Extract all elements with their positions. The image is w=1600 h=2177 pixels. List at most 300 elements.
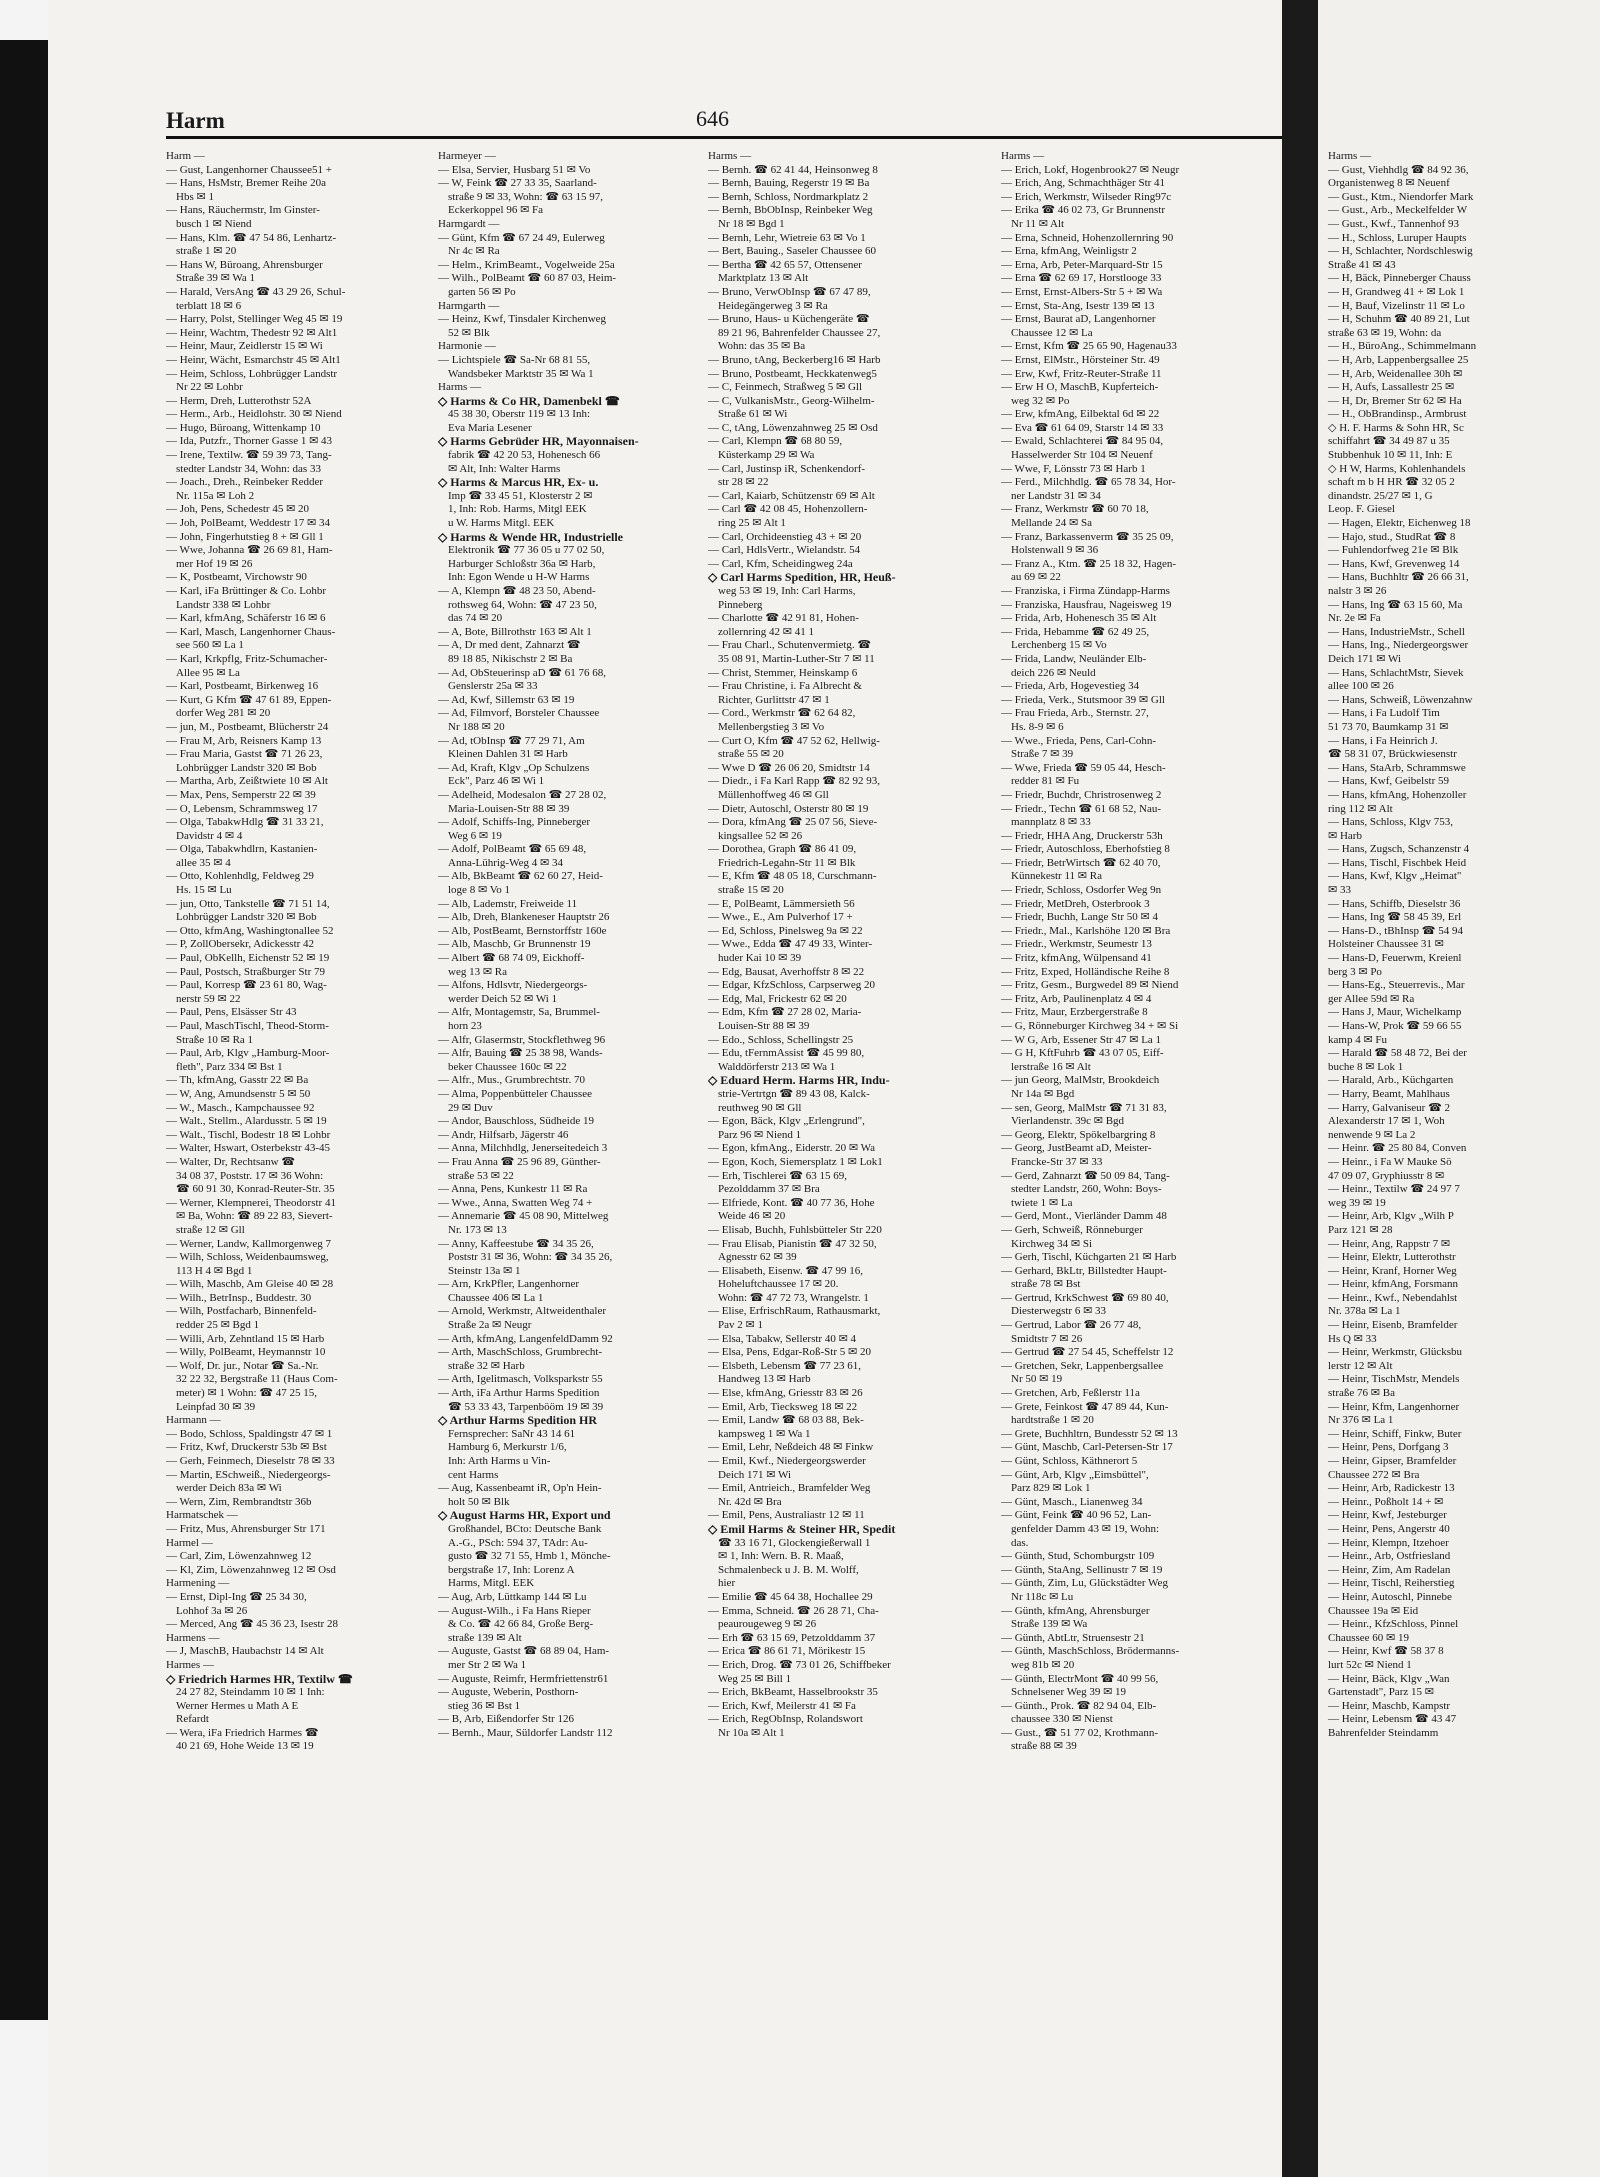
directory-entry-line: Harms — — [708, 150, 752, 162]
directory-entry-line: Lerchenberg 15 ✉ Vo — [1011, 639, 1107, 652]
directory-entry-line: mannplatz 8 ✉ 33 — [1011, 816, 1091, 829]
directory-entry-line: — Friedr, HHA Ang, Druckerstr 53h — [1001, 829, 1163, 842]
directory-entry-line: — Bodo, Schloss, Spaldingstr 47 ✉ 1 — [166, 1427, 333, 1440]
directory-entry-line: Harburger Schloßstr 36a ✉ Harb, — [448, 557, 596, 570]
directory-entry-line: 47 09 07, Gryphiusstr 8 ✉ — [1328, 1169, 1445, 1182]
directory-entry-line: Wohn: ☎ 47 72 73, Wrangelstr. 1 — [718, 1291, 869, 1304]
directory-entry-line: redder 25 ✉ Bgd 1 — [176, 1319, 260, 1332]
directory-entry-line: — Ernst, Kfm ☎ 25 65 90, Hagenau33 — [1001, 340, 1177, 353]
directory-entry-line: — Cord., Werkmstr ☎ 62 64 82, — [708, 707, 856, 720]
directory-entry-line: — Arth, Igelitmasch, Volksparkstr 55 — [438, 1373, 603, 1386]
directory-entry-line: — Günth, kfmAng, Ahrensburger — [1001, 1604, 1150, 1617]
directory-entry-line: — H., Schloss, Luruper Haupts — [1328, 231, 1467, 244]
directory-entry-line: — Bertha ☎ 42 65 57, Ottensener — [708, 258, 862, 271]
scan-left-margin — [0, 0, 48, 2177]
directory-entry-line: — Carl, Zim, Löwenzahnweg 12 — [166, 1550, 312, 1563]
directory-entry-line: Parz 829 ✉ Lok 1 — [1011, 1482, 1091, 1495]
directory-entry-line: Richter, Gurlittstr 47 ✉ 1 — [718, 693, 830, 706]
directory-entry-line: straße 78 ✉ Bst — [1011, 1278, 1081, 1291]
directory-entry-line: ◇ Harms Gebrüder HR, Mayonnaisen- — [438, 435, 639, 449]
directory-entry-line: — Hans, HsMstr, Bremer Reihe 20a — [166, 177, 326, 190]
directory-entry-line: ◇ Harms & Wende HR, Industrielle — [438, 530, 624, 544]
directory-entry-line: — Dorothea, Graph ☎ 86 41 09, — [708, 843, 857, 856]
directory-entry-line: — Hans, Kwf, Grevenweg 14 — [1328, 557, 1460, 570]
directory-entry-line: str 28 ✉ 22 — [718, 476, 769, 489]
directory-entry-line: Imp ☎ 33 45 51, Klosterstr 2 ✉ — [448, 489, 593, 502]
directory-entry-line: straße 55 ✉ 20 — [718, 748, 784, 761]
directory-entry-line: — Walter, Dr, Rechtsanw ☎ — [166, 1155, 296, 1168]
directory-entry-line: — Paul, Korresp ☎ 23 61 80, Wag- — [166, 979, 327, 992]
directory-entry-line: — Anna, Pens, Kunkestr 11 ✉ Ra — [438, 1183, 588, 1196]
directory-entry-line: Maria-Louisen-Str 88 ✉ 39 — [448, 802, 570, 815]
directory-entry-line: 113 H 4 ✉ Bgd 1 — [176, 1264, 253, 1277]
directory-entry-line: A.-G., PSch: 594 37, TAdr: Au- — [448, 1536, 588, 1549]
directory-entry-line: — Merced, Ang ☎ 45 36 23, Isestr 28 — [166, 1618, 338, 1631]
directory-entry-line: Weg 6 ✉ 19 — [448, 829, 502, 842]
directory-entry-line: — sen, Georg, MalMstr ☎ 71 31 83, — [1001, 1101, 1167, 1114]
directory-entry-line: — Heinr., Kwf., Nebendahlst — [1328, 1291, 1458, 1304]
directory-entry-line: — Elfriede, Kont. ☎ 40 77 36, Hohe — [708, 1196, 875, 1209]
directory-entry-line: ✉ 1, Inh: Wern. B. R. Maaß, — [718, 1550, 844, 1563]
directory-entry-line: — Heinr., Textilw ☎ 24 97 7 — [1328, 1183, 1460, 1196]
directory-entry-line: — Ernst, ElMstr., Hörsteiner Str. 49 — [1001, 353, 1160, 366]
directory-entry-line: — Erna, Schneid, Hohenzollernring 90 — [1001, 231, 1174, 244]
directory-entry-line: — Wwe., E., Am Pulverhof 17 + — [708, 911, 853, 924]
directory-entry-line: beker Chaussee 160c ✉ 22 — [448, 1060, 567, 1073]
directory-entry-line: — Friedr, Autoschloss, Eberhofstieg 8 — [1001, 843, 1170, 856]
directory-entry-line: — Günt, Schloss, Käthnerort 5 — [1001, 1455, 1138, 1467]
directory-entry-line: 40 21 69, Hohe Weide 13 ✉ 19 — [176, 1740, 314, 1753]
directory-entry-line: — Wilh, Postfacharb, Binnenfeld- — [166, 1305, 317, 1318]
directory-entry-line: — Emil, Pens, Australiastr 12 ✉ 11 — [708, 1509, 865, 1522]
directory-entry-line: ger Allee 59d ✉ Ra — [1328, 992, 1415, 1005]
directory-entry-line: — Grete, Feinkost ☎ 47 89 44, Kun- — [1001, 1400, 1169, 1413]
directory-entry-line: — Heinr, Maschb, Kampstr — [1328, 1699, 1451, 1712]
directory-entry-line: — Hans, i Fa Heinrich J. — [1328, 734, 1438, 747]
directory-entry-line: — Carl, Kfm, Scheidingweg 24a — [708, 557, 853, 570]
directory-entry-line: Wandsbeker Marktstr 35 ✉ Wa 1 — [448, 367, 594, 380]
directory-entry-line: — Gerh, Tischl, Küchgarten 21 ✉ Harb — [1001, 1251, 1177, 1264]
directory-entry-line: — Kl, Zim, Löwenzahnweg 12 ✉ Osd — [166, 1563, 336, 1576]
directory-entry-line: — Alb, PostBeamt, Bernstorffstr 160e — [438, 924, 607, 937]
directory-entry-line: — Heinr, kfmAng, Forsmann — [1328, 1278, 1459, 1291]
directory-entry-line: ◇ Arthur Harms Spedition HR — [438, 1414, 598, 1428]
directory-entry-line: lurt 52c ✉ Niend 1 — [1328, 1658, 1412, 1671]
directory-entry-line: ring 112 ✉ Alt — [1328, 802, 1393, 815]
directory-entry-line: — Gertrud, KrkSchwest ☎ 69 80 40, — [1001, 1291, 1169, 1304]
directory-entry-line: ◇ Friedrich Harmes HR, Textilw ☎ — [166, 1672, 353, 1686]
directory-entry-line: — Erich, BkBeamt, Hasselbrookstr 35 — [708, 1686, 878, 1699]
directory-entry-line: — Günt, Kfm ☎ 67 24 49, Eulerweg — [438, 231, 605, 244]
directory-entry-line: — Erica ☎ 86 61 71, Mörikestr 15 — [708, 1645, 866, 1658]
entries-column-1 — [166, 150, 446, 1754]
directory-entry-line: — Elsa, Tabakw, Sellerstr 40 ✉ 4 — [708, 1332, 857, 1345]
directory-entry-line: — Gerh, Feinmech, Dieselstr 78 ✉ 33 — [166, 1455, 335, 1467]
directory-entry-line: Diesterwegstr 6 ✉ 33 — [1011, 1305, 1107, 1318]
directory-entry-line: Straße 139 ✉ Wa — [1011, 1618, 1088, 1631]
directory-entry-line: — Wilh, Schloss, Weidenbaumsweg, — [166, 1251, 329, 1264]
directory-entry-line: — Alfr, Bauing ☎ 25 38 98, Wands- — [438, 1047, 603, 1060]
directory-entry-line: fabrik ☎ 42 20 53, Hohenesch 66 — [448, 449, 601, 462]
directory-entry-line: — Emil, Arb, Tiecksweg 18 ✉ 22 — [708, 1400, 858, 1413]
directory-entry-line: — Egon, Bäck, Klgv „Erlengrund", — [708, 1115, 865, 1128]
directory-entry-line: — H, Arb, Lappenbergsallee 25 — [1328, 353, 1469, 366]
directory-entry-line: garten 56 ✉ Po — [448, 285, 516, 298]
directory-entry-line: lerstraße 16 ✉ Alt — [1011, 1060, 1091, 1073]
directory-entry-line: Parz 96 ✉ Niend 1 — [718, 1128, 802, 1141]
directory-entry-line: — Otto, Kohlenhdlg, Feldweg 29 — [166, 870, 314, 883]
directory-entry-line: — H, Schlachter, Nordschleswig — [1328, 245, 1473, 258]
directory-entry-line: — Lichtspiele ☎ Sa-Nr 68 81 55, — [438, 353, 591, 366]
directory-entry-line: ◇ Harms & Co HR, Damenbekl ☎ — [438, 394, 620, 408]
directory-entry-line: — Erich, Lokf, Hogenbrook27 ✉ Neugr — [1001, 163, 1180, 176]
entries-column-3 — [708, 150, 988, 1740]
directory-entry-line: Nr 118c ✉ Lu — [1011, 1590, 1074, 1603]
directory-entry-line: Smidtstr 7 ✉ 26 — [1011, 1332, 1083, 1345]
directory-entry-line: bergstraße 17, Inh: Lorenz A — [448, 1563, 575, 1576]
directory-entry-line: — Harald ☎ 58 48 72, Bei der — [1328, 1047, 1467, 1060]
directory-entry-line: — Gust., Kwf., Tannenhof 93 — [1328, 217, 1460, 230]
directory-entry-line: — Heinr, Wächt, Esmarchstr 45 ✉ Alt1 — [166, 353, 341, 366]
directory-entry-line: — Olga, TabakwHdlg ☎ 31 33 21, — [166, 816, 324, 829]
directory-entry-line: — Alb, Maschb, Gr Brunnenstr 19 — [438, 938, 591, 951]
directory-entry-line: busch 1 ✉ Niend — [176, 217, 252, 230]
directory-entry-line: — Edm, Kfm ☎ 27 28 02, Maria- — [708, 1006, 862, 1019]
directory-entry-line: — Ad, Filmvorf, Borsteler Chaussee — [438, 707, 600, 720]
directory-entry-line: — Heinz, Kwf, Tinsdaler Kirchenweg — [438, 313, 607, 326]
directory-entry-line: — Grete, Buchhltrn, Bundesstr 52 ✉ 13 — [1001, 1427, 1178, 1440]
directory-entry-line: — Heinr, Kwf, Jesteburger — [1328, 1509, 1447, 1522]
directory-entry-line: — Ed, Schloss, Pinelsweg 9a ✉ 22 — [708, 924, 863, 937]
directory-entry-line: — Hans, Schiffb, Dieselstr 36 — [1328, 897, 1461, 910]
directory-entry-line: Nr 376 ✉ La 1 — [1328, 1414, 1394, 1427]
directory-entry-line: — Arnold, Werkmstr, Altweidenthaler — [438, 1305, 607, 1318]
directory-entry-line: kingsallee 52 ✉ 26 — [718, 829, 803, 842]
directory-entry-line: — G H, KftFuhrb ☎ 43 07 05, Eiff- — [1001, 1047, 1164, 1060]
directory-entry-line: — Wera, iFa Friedrich Harmes ☎ — [166, 1726, 319, 1739]
directory-entry-line: Genslerstr 25a ✉ 33 — [448, 680, 538, 693]
directory-entry-line: Mellande 24 ✉ Sa — [1011, 517, 1093, 530]
directory-entry-line: — Heinr, Pens, Dorfgang 3 — [1328, 1441, 1449, 1454]
directory-entry-line: — Alfr., Mus., Grumbrechtstr. 70 — [438, 1074, 585, 1087]
directory-entry-line: — Erna, Arb, Peter-Marquard-Str 15 — [1001, 258, 1163, 271]
directory-entry-line: Harmeyer — — [438, 150, 496, 162]
directory-entry-line: — Frau Frieda, Arb., Sternstr. 27, — [1001, 707, 1149, 720]
directory-entry-line: — Ad, tObInsp ☎ 77 29 71, Am — [438, 734, 585, 747]
directory-entry-line: — Adolf, PolBeamt ☎ 65 69 48, — [438, 843, 587, 856]
directory-entry-line: straße 139 ✉ Alt — [448, 1631, 522, 1644]
directory-entry-line: Straße 41 ✉ 43 — [1328, 258, 1396, 271]
directory-entry-line: — Olga, Tabakwhdlrn, Kastanien- — [166, 843, 318, 856]
directory-entry-line: — Erich, Drog. ☎ 73 01 26, Schiffbeker — [708, 1658, 891, 1671]
directory-entry-line: — Günth, Stud, Schomburgstr 109 — [1001, 1550, 1155, 1563]
directory-entry-line: — Charlotte ☎ 42 91 81, Hohen- — [708, 612, 859, 625]
directory-entry-line: — Hagen, Elektr, Eichenweg 18 — [1328, 517, 1471, 530]
directory-entry-line: stedter Landstr, 260, Wohn: Boys- — [1011, 1183, 1162, 1196]
directory-entry-line: — Günth, MaschSchloss, Brödermanns- — [1001, 1645, 1180, 1658]
directory-entry-line: 45 38 30, Oberstr 119 ✉ 13 Inh: — [448, 408, 591, 421]
directory-entry-line: — Eva ☎ 61 64 09, Starstr 14 ✉ 33 — [1001, 421, 1164, 434]
directory-entry-line: straße 9 ✉ 33, Wohn: ☎ 63 15 97, — [448, 190, 604, 203]
directory-entry-line: — Wilh, Maschb, Am Gleise 40 ✉ 28 — [166, 1278, 334, 1291]
directory-entry-line: Nr. 378a ✉ La 1 — [1328, 1305, 1401, 1318]
directory-entry-line: — Erh ☎ 63 15 69, Petzolddamm 37 — [708, 1631, 876, 1644]
directory-entry-line: 1, Inh: Rob. Harms, Mitgl EEK — [448, 503, 587, 516]
directory-entry-line: — jun Georg, MalMstr, Brookdeich — [1001, 1074, 1160, 1087]
directory-entry-line: Straße 10 ✉ Ra 1 — [176, 1033, 254, 1046]
directory-entry-line: — Heinr., Arb, Ostfriesland — [1328, 1550, 1451, 1563]
directory-entry-line: dorfer Weg 281 ✉ 20 — [176, 707, 271, 720]
directory-entry-line: — Annemarie ☎ 45 08 90, Mittelweg — [438, 1210, 609, 1223]
directory-entry-line: — Willi, Arb, Zehntland 15 ✉ Harb — [166, 1332, 325, 1345]
directory-entry-line: — Wwe, Frieda ☎ 59 05 44, Hesch- — [1001, 761, 1166, 774]
directory-entry-line: Nr 4c ✉ Ra — [448, 245, 500, 258]
directory-entry-line: ◇ H. F. Harms & Sohn HR, Sc — [1328, 421, 1464, 434]
directory-entry-line: — Gust., Arb., Meckelfelder W — [1328, 204, 1468, 217]
directory-entry-line: — Ernst, Sta-Ang, Isestr 139 ✉ 13 — [1001, 299, 1155, 312]
directory-entry-line: — Egon, kfmAng., Eiderstr. 20 ✉ Wa — [708, 1142, 875, 1155]
directory-entry-line: ☎ 33 16 71, Glockengießerwall 1 — [718, 1536, 871, 1549]
directory-entry-line: — Harald, VersAng ☎ 43 29 26, Schul- — [166, 285, 346, 298]
directory-entry-line: Heidegängerweg 3 ✉ Ra — [718, 299, 828, 312]
directory-entry-line: — Gerh, Schweiß, Rönneburger — [1001, 1223, 1143, 1236]
directory-entry-line: deich 226 ✉ Neuld — [1011, 666, 1096, 679]
directory-entry-line: Fernsprecher: SaNr 43 14 61 — [448, 1427, 576, 1440]
directory-entry-line: au 69 ✉ 22 — [1011, 571, 1061, 584]
directory-entry-line: Nr 10a ✉ Alt 1 — [718, 1726, 785, 1739]
directory-entry-line: — Alb, BkBeamt ☎ 62 60 27, Heid- — [438, 870, 603, 883]
directory-entry-line: — Heinr, Kranf, Horner Weg — [1328, 1264, 1457, 1277]
directory-entry-line: — Erna ☎ 62 69 17, Horstlooge 33 — [1001, 272, 1162, 285]
directory-entry-line: — Frau Christine, i. Fa Albrecht & — [708, 680, 862, 693]
directory-entry-line: — Erw, Kwf, Fritz-Reuter-Straße 11 — [1001, 367, 1162, 380]
directory-entry-line: Chaussee 19a ✉ Eid — [1328, 1604, 1419, 1617]
directory-entry-line: Eckerkoppel 96 ✉ Fa — [448, 204, 544, 217]
directory-entry-line: — Wern, Zim, Rembrandtstr 36b — [166, 1495, 312, 1508]
directory-entry-line: — Heinr, Gipser, Bramfelder — [1328, 1455, 1457, 1467]
directory-entry-line: 89 21 96, Bahrenfelder Chaussee 27, — [718, 326, 881, 339]
directory-entry-line: — Emil, Landw ☎ 68 03 88, Bek- — [708, 1414, 864, 1427]
directory-entry-line: — Friedr., Techn ☎ 61 68 52, Nau- — [1001, 802, 1161, 815]
directory-entry-line: — Paul, Postsch, Straßburger Str 79 — [166, 965, 325, 978]
directory-entry-line: straße 15 ✉ 20 — [718, 884, 784, 897]
directory-entry-line: mer Str 2 ✉ Wa 1 — [448, 1658, 527, 1671]
directory-entry-line: 29 ✉ Duv — [448, 1101, 493, 1114]
directory-entry-line: Kleinen Dahlen 31 ✉ Harb — [448, 748, 568, 761]
directory-entry-line: — B, Arb, Eißendorfer Str 126 — [438, 1713, 574, 1726]
directory-entry-line: — Heinr, Eisenb, Bramfelder — [1328, 1319, 1458, 1332]
directory-entry-line: — A, Klempn ☎ 48 23 50, Abend- — [438, 585, 596, 597]
directory-entry-line: — Egon, Koch, Siemersplatz 1 ✉ Lok1 — [708, 1155, 883, 1168]
directory-entry-line: — H, Bäck, Pinneberger Chauss — [1328, 272, 1471, 285]
directory-entry-line: — Diedr., i Fa Karl Rapp ☎ 82 92 93, — [708, 775, 880, 788]
directory-entry-line: — Heinr, Kfm, Langenhorner — [1328, 1400, 1460, 1413]
directory-entry-line: — Heinr, Pens, Angerstr 40 — [1328, 1522, 1450, 1535]
directory-entry-line: Nr 18 ✉ Bgd 1 — [718, 217, 785, 230]
directory-entry-line: straße 53 ✉ 22 — [448, 1169, 514, 1182]
directory-entry-line: Organistenweg 8 ✉ Neuenf — [1328, 177, 1450, 190]
directory-entry-line: — Günt, Feink ☎ 40 96 52, Lan- — [1001, 1509, 1152, 1522]
directory-entry-line: Harmes — — [166, 1658, 214, 1671]
directory-entry-line: — Hans-Eg., Steuerrevis., Mar — [1328, 979, 1465, 992]
directory-entry-line: — Friedr, Buchdr, Christrosenweg 2 — [1001, 788, 1162, 801]
directory-entry-line: — Hajo, stud., StudRat ☎ 8 — [1328, 530, 1456, 543]
directory-entry-line: — Wwe., Anna, Swatten Weg 74 + — [438, 1196, 593, 1209]
directory-entry-line: — Fritz, Kwf, Druckerstr 53b ✉ Bst — [166, 1441, 327, 1454]
directory-entry-line: ◇ August Harms HR, Export und — [438, 1509, 611, 1523]
directory-entry-line: — Hans, Klm. ☎ 47 54 86, Lenhartz- — [166, 231, 337, 244]
directory-entry-line: Großhandel, BCto: Deutsche Bank — [448, 1522, 602, 1535]
directory-entry-line: Vierlandenstr. 39c ✉ Bgd — [1011, 1115, 1125, 1128]
directory-entry-line: — Bernh, Schloss, Nordmarkplatz 2 — [708, 190, 869, 203]
directory-entry-line: — Edg, Bausat, Averhoffstr 8 ✉ 22 — [708, 965, 865, 978]
directory-entry-line: Holsteiner Chaussee 31 ✉ — [1328, 938, 1444, 951]
directory-entry-line: & Co. ☎ 42 66 84, Große Berg- — [448, 1618, 594, 1631]
directory-entry-line: 89 18 85, Nikischstr 2 ✉ Ba — [448, 652, 573, 665]
directory-entry-line: — Heinr., i Fa W Mauke Sö — [1328, 1155, 1452, 1168]
directory-entry-line: — Bernh. ☎ 62 41 44, Heinsonweg 8 — [708, 163, 878, 176]
directory-entry-line: Hoheluftchaussee 17 ✉ 20. — [718, 1278, 839, 1291]
directory-entry-line: Poststr 31 ✉ 36, Wohn: ☎ 34 35 26, — [448, 1251, 613, 1264]
directory-entry-line: — Heinr, Autoschl, Pinnebe — [1328, 1590, 1452, 1603]
directory-entry-line: Hasselwerder Str 104 ✉ Neuenf — [1011, 449, 1153, 462]
directory-entry-line: — Karl, Krkpflg, Fritz-Schumacher- — [166, 652, 328, 665]
directory-entry-line: — Else, kfmAng, Griesstr 83 ✉ 26 — [708, 1387, 863, 1400]
directory-entry-line: — Heinr, Arb, Radickestr 13 — [1328, 1482, 1455, 1495]
directory-entry-line: — H., ObBrandinsp., Armbrust — [1328, 408, 1467, 421]
directory-entry-line: — Hugo, Büroang, Wittenkamp 10 — [166, 421, 321, 434]
directory-entry-line: — Emil, Antrieich., Bramfelder Weg — [708, 1482, 871, 1495]
directory-entry-line: see 560 ✉ La 1 — [176, 639, 244, 652]
directory-entry-line: — Günth, AbtLtr, Struensestr 21 — [1001, 1631, 1145, 1644]
directory-entry-line: meter) ✉ 1 Wohn: ☎ 47 25 15, — [176, 1387, 317, 1400]
directory-entry-line: stedter Landstr 34, Wohn: das 33 — [176, 462, 321, 475]
directory-entry-line: ◇ Emil Harms & Steiner HR, Spedit — [708, 1522, 896, 1536]
directory-entry-line: — Dora, kfmAng ☎ 25 07 56, Sieve- — [708, 816, 878, 829]
directory-entry-line: twiete 1 ✉ La — [1011, 1196, 1073, 1209]
directory-entry-line: Wohn: das 35 ✉ Ba — [718, 340, 806, 353]
directory-entry-line: Werner Hermes u Math A E — [176, 1699, 299, 1712]
directory-entry-line: — Carl, Justinsp iR, Schenkendorf- — [708, 462, 866, 475]
directory-entry-line: — Helm., KrimBeamt., Vogelweide 25a — [438, 258, 615, 271]
directory-entry-line: — Herm., Arb., Heidlohstr. 30 ✉ Niend — [166, 408, 342, 421]
directory-entry-line: schaft m b H HR ☎ 32 05 2 — [1328, 476, 1455, 489]
directory-entry-line: — Wilh., BetrInsp., Buddestr. 30 — [166, 1291, 312, 1304]
directory-entry-line: — Ad, Kraft, Klgv „Op Schulzens — [438, 761, 590, 774]
directory-entry-line: Holstenwall 9 ✉ 36 — [1011, 544, 1099, 557]
directory-entry-line: Louisen-Str 88 ✉ 39 — [718, 1020, 810, 1032]
directory-entry-line: Harmgarth — — [438, 299, 500, 312]
directory-entry-line: — Willy, PolBeamt, Heymannstr 10 — [166, 1346, 326, 1359]
directory-entry-line: — Bernh, Bauing, Regerstr 19 ✉ Ba — [708, 177, 870, 190]
entries-column-2 — [438, 150, 718, 1740]
directory-entry-line: — Heinr, Lebensm ☎ 43 47 — [1328, 1713, 1457, 1726]
directory-entry-line: — Erich, Kwf, Meilerstr 41 ✉ Fa — [708, 1699, 856, 1712]
directory-entry-line: Refardt — [176, 1713, 209, 1726]
directory-entry-line: weg 81b ✉ 20 — [1011, 1658, 1075, 1671]
directory-entry-line: — Fritz, Exped, Holländische Reihe 8 — [1001, 965, 1170, 978]
directory-entry-line: — Emilie ☎ 45 64 38, Hochallee 29 — [708, 1590, 873, 1603]
directory-entry-line: — A, Dr med dent, Zahnarzt ☎ — [438, 639, 581, 652]
directory-entry-line: — Franz A., Ktm. ☎ 25 18 32, Hagen- — [1001, 557, 1177, 570]
directory-entry-line: — Hans, Buchhltr ☎ 26 66 31, — [1328, 571, 1469, 584]
directory-entry-line: schiffahrt ☎ 34 49 87 u 35 — [1328, 435, 1450, 448]
directory-entry-line: — Arth, iFa Arthur Harms Spedition — [438, 1387, 600, 1400]
directory-entry-line: — Paul, MaschTischl, Theod-Storm- — [166, 1020, 329, 1032]
directory-entry-line: — Ernst, Ernst-Albers-Str 5 + ✉ Wa — [1001, 285, 1163, 298]
directory-entry-line: gusto ☎ 32 71 55, Hmb 1, Mönche- — [448, 1550, 611, 1563]
directory-entry-line: — Karl, kfmAng, Schäferstr 16 ✉ 6 — [166, 612, 326, 625]
directory-entry-line: — Dietr, Autoschl, Osterstr 80 ✉ 19 — [708, 802, 869, 815]
directory-entry-line: — Joach., Dreh., Reinbeker Redder — [166, 476, 324, 489]
directory-entry-line: — Ferd., Milchhdlg. ☎ 65 78 34, Hor- — [1001, 476, 1176, 489]
directory-entry-line: ☎ 60 91 30, Konrad-Reuter-Str. 35 — [176, 1183, 335, 1196]
directory-entry-line: — Heinr, Zim, Am Radelan — [1328, 1563, 1451, 1576]
directory-entry-line: Harms, Mitgl. EEK — [448, 1577, 535, 1590]
directory-entry-line: — Günth, Zim, Lu, Glückstädter Weg — [1001, 1577, 1168, 1590]
directory-entry-line: — Herm, Dreh, Lutterothstr 52A — [166, 394, 312, 407]
directory-entry-line: — Heinr., KfzSchloss, Pinnel — [1328, 1618, 1459, 1631]
directory-entry-line: — Ad, ObSteuerinsp aD ☎ 61 76 68, — [438, 666, 606, 679]
directory-entry-line: Stubbenhuk 10 ✉ 11, Inh: E — [1328, 449, 1453, 462]
directory-entry-line: u W. Harms Mitgl. EEK — [448, 517, 555, 530]
directory-entry-line: — W, Feink ☎ 27 33 35, Saarland- — [438, 177, 597, 190]
directory-entry-line: — Günt, Maschb, Carl-Petersen-Str 17 — [1001, 1441, 1173, 1454]
directory-entry-line: — H., BüroAng., Schimmelmann — [1328, 340, 1477, 353]
directory-entry-line: — Arth, kfmAng, LangenfeldDamm 92 — [438, 1332, 613, 1345]
directory-entry-line: — Auguste, Reimfr, Hermfriettenstr61 — [438, 1672, 609, 1685]
directory-entry-line: Handweg 13 ✉ Harb — [718, 1373, 811, 1386]
directory-entry-line: Küsterkamp 29 ✉ Wa — [718, 449, 815, 462]
binding-edge — [0, 40, 48, 2020]
directory-entry-line: weg 13 ✉ Ra — [448, 965, 508, 978]
directory-entry-line: — Bruno, Haus- u Küchengeräte ☎ — [708, 313, 870, 326]
directory-entry-line: terblatt 18 ✉ 6 — [176, 299, 242, 312]
directory-entry-line: — Hans, IndustrieMstr., Schell — [1328, 625, 1465, 638]
directory-entry-line: — P, ZollObersekr, Adickesstr 42 — [166, 938, 315, 951]
directory-entry-line: — Hans, Schloss, Klgv 753, — [1328, 816, 1453, 829]
directory-entry-line: Harmel — — [166, 1536, 213, 1549]
directory-entry-line: — Wolf, Dr. jur., Notar ☎ Sa.-Nr. — [166, 1359, 319, 1372]
directory-entry-line: — Auguste, Gastst ☎ 68 89 04, Ham- — [438, 1645, 610, 1658]
directory-entry-line: — Alb, Lademstr, Freiweide 11 — [438, 897, 578, 910]
directory-entry-line: — Carl, Orchideenstieg 43 + ✉ 20 — [708, 530, 862, 543]
directory-page — [48, 0, 1282, 2177]
directory-entry-line: Pezolddamm 37 ✉ Bra — [718, 1183, 820, 1196]
directory-entry-line: — Frau Elisab, Pianistin ☎ 47 32 50, — [708, 1237, 877, 1250]
directory-entry-line: — Friedr., Werkmstr, Seumestr 13 — [1001, 938, 1152, 951]
directory-entry-line: — Harald, Arb., Küchgarten — [1328, 1074, 1454, 1087]
directory-entry-line: — Max, Pens, Semperstr 22 ✉ 39 — [166, 788, 316, 801]
directory-entry-line: — Alb, Dreh, Blankeneser Hauptstr 26 — [438, 911, 610, 924]
directory-entry-line: — Hans, Kwf, Geibelstr 59 — [1328, 775, 1449, 788]
directory-entry-line: Pinneberg — [718, 598, 763, 611]
directory-entry-line: Harm — — [166, 150, 205, 162]
directory-entry-line: straße 32 ✉ Harb — [448, 1359, 525, 1372]
directory-entry-line: holt 50 ✉ Blk — [448, 1495, 510, 1508]
directory-entry-line: — Günth, StaAng, Sellinustr 7 ✉ 19 — [1001, 1563, 1163, 1576]
directory-entry-line: — H, Dr, Bremer Str 62 ✉ Ha — [1328, 394, 1462, 407]
directory-entry-line: — Alma, Poppenbütteler Chaussee — [438, 1087, 592, 1100]
directory-entry-line: — Günth, ElectrMont ☎ 40 99 56, — [1001, 1672, 1159, 1685]
directory-entry-line: — John, Fingerhutstieg 8 + ✉ Gll 1 — [166, 530, 324, 543]
directory-entry-line: ◇ Carl Harms Spedition, HR, Heuß- — [708, 571, 896, 585]
directory-entry-line: — Heinr, Kwf ☎ 58 37 8 — [1328, 1645, 1444, 1658]
directory-entry-line: — Fritz, Maur, Erzbergerstraße 8 — [1001, 1006, 1148, 1019]
directory-entry-line: — Friedr, Schloss, Osdorfer Weg 9n — [1001, 884, 1162, 897]
directory-entry-line: — Gertrud ☎ 27 54 45, Scheffelstr 12 — [1001, 1346, 1174, 1359]
directory-entry-line: cent Harms — [448, 1468, 499, 1481]
